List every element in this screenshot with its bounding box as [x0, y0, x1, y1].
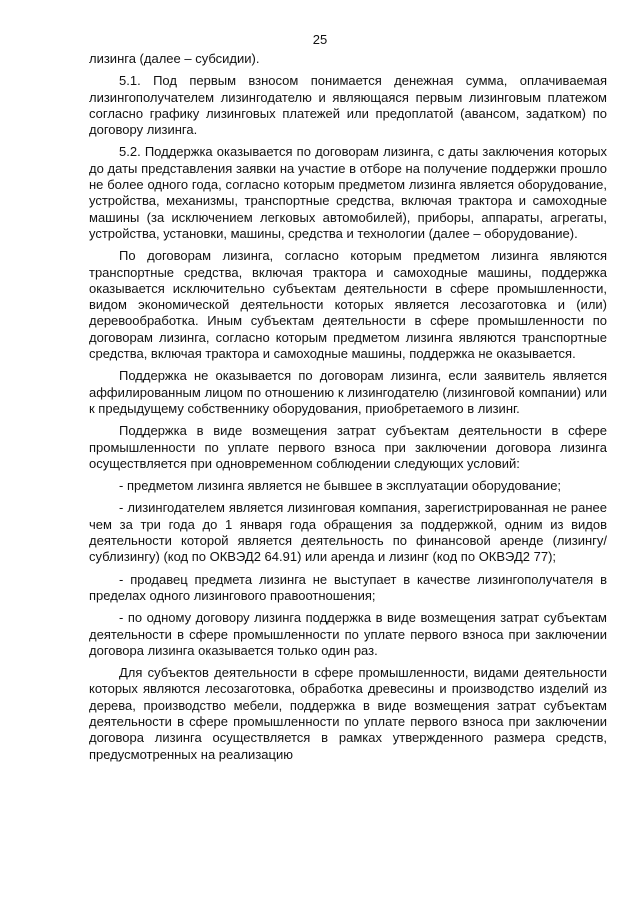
condition-item-4: - по одному договору лизинга поддержка в виде возмещения затрат субъектам деятельности в сфере промышленности по уплате первого взноса при заключении договора лизинга оказывается только один раз.	[89, 610, 607, 658]
paragraph-5-2: 5.2. Поддержка оказывается по договорам лизинга, с даты заключения которых до даты представления заявки на участие в отборе на получение поддержки прошло не более одного года, согласно которым предметом лизинга является оборудование, устройства, механизмы, транспортные средства, включая трактора и самоходные машины (за исключением легковых автомобилей), приборы, аппараты, агрегаты, устройства, установки, машины, средства и технологии (далее – оборудование).	[89, 144, 607, 241]
paragraph-continuation: лизинга (далее – субсидии).	[89, 51, 260, 66]
paragraph-conditions-intro: Поддержка в виде возмещения затрат субъектам деятельности в сфере промышленности по уплате первого взноса при заключении договора лизинга осуществляется при одновременном соблюдении следующих условий:	[89, 423, 607, 471]
paragraph-transport-vehicles: По договорам лизинга, согласно которым предметом лизинга являются транспортные средства, включая трактора и самоходные машины, поддержка оказывается исключительно субъектам деятельности в сфере промышленности, видом экономической деятельности которых является лесозаготовка и (или) деревообработка. Иным субъектам деятельности в сфере промышленности по договорам лизинга, согласно которым предметом лизинга являются транспортные средства, включая трактора и самоходные машины, поддержка не оказывается.	[89, 248, 607, 362]
condition-item-1: - предметом лизинга является не бывшее в эксплуатации оборудование;	[119, 478, 562, 494]
paragraph-forestry-subjects: Для субъектов деятельности в сфере промышленности, видами деятельности которых являются лесозаготовка, обработка древесины и производство изделий из дерева, производство мебели, поддержка в виде возмещения затрат субъектам деятельности в сфере промышленности по уплате первого взноса при заключении договора лизинга осуществляется в рамках утвержденного размера средств, предусмотренных на реализацию	[89, 665, 607, 762]
page-number: 25	[312, 32, 328, 47]
document-body	[89, 51, 607, 769]
paragraph-affiliated-restriction: Поддержка не оказывается по договорам лизинга, если заявитель является аффилированным лицом по отношению к лизингодателю (лизинговой компании) или к предыдущему собственнику оборудования, приобретаемого в лизинг.	[89, 368, 607, 416]
condition-item-3: - продавец предмета лизинга не выступает в качестве лизингополучателя в пределах одного лизингового правоотношения;	[89, 571, 607, 603]
condition-item-2: - лизингодателем является лизинговая компания, зарегистрированная не ранее чем за три года до 1 января года обращения за поддержкой, одним из видов деятельности которой является деятельность по финансовой аренде (лизингу/сублизингу) (код по ОКВЭД2 64.91) или аренда и лизинг (код по ОКВЭД2 77);	[89, 500, 607, 565]
paragraph-5-1: 5.1. Под первым взносом понимается денежная сумма, оплачиваемая лизингополучателем лизингодателю и являющаяся первым лизинговым платежом согласно графику лизинговых платежей или предоплатой (авансом, задатком) по договору лизинга.	[89, 73, 607, 138]
